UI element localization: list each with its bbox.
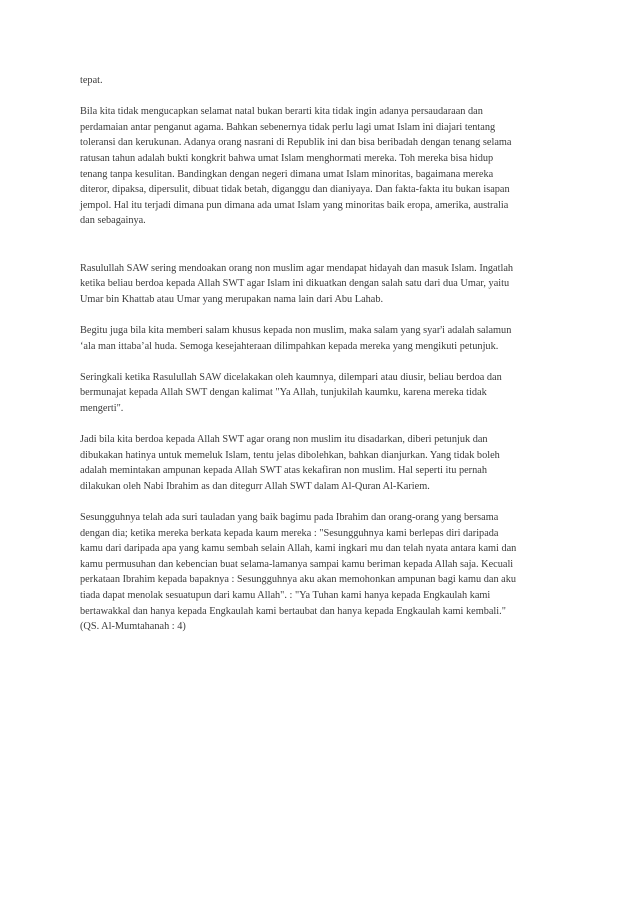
paragraph: tepat. (80, 75, 103, 86)
paragraph: Bila kita tidak mengucapkan selamat natal bukan berarti kita tidak ingin adanya persaudaraan dan perdamaian antar penganut agama. Bahkan sebenernya tidak perlu lagi umat Islam ini diajari tentang toleransi dan kerukunan. Adanya orang nasrani di Republik ini dan bisa beribadah dengan tenang selama ratusan tahun adalah bukti kongkrit bahwa umat Islam menghormati mereka. Toh mereka bisa hidup tenang tanpa kesulitan. Bandingkan dengan negeri dimana umat Islam minoritas, bagaimana mereka diteror, dipaksa, dipersulit, dibuat tidak betah, diganggu dan dianiyaya. Dan fakta-fakta itu bukan isapan jempol. Hal itu terjadi dimana pun dimana ada umat Islam yang minoritas baik eropa, amerika, australia dan sebagainya. (80, 106, 512, 227)
paragraph: Seringkali ketika Rasulullah SAW dicelakakan oleh kaumnya, dilempari atau diusir, beliau berdoa dan bermunajat kepada Allah SWT dengan kalimat "Ya Allah, tunjukilah kaumku, karena mereka tidak mengerti". (80, 371, 502, 414)
paragraph: Jadi bila kita berdoa kepada Allah SWT agar orang non muslim itu disadarkan, diberi petunjuk dan dibukakan hatinya untuk memeluk Islam, tentu jelas dibolehkan, bahkan dianjurkan. Yang tidak boleh adalah memintakan ampunan kepada Allah SWT atas kekafiran non muslim. Hal seperti itu pernah dilakukan oleh Nabi Ibrahim as dan ditegurr Allah SWT dalam Al-Quran Al-Kariem. (80, 434, 500, 492)
paragraph: Rasulullah SAW sering mendoakan orang non muslim agar mendapat hidayah dan masuk Islam. Ingatlah ketika beliau berdoa kepada Allah SWT agar Islam ini dikuatkan dengan salah satu dari dua Umar, yaitu Umar bin Khattab atau Umar yang merupakan nama lain dari Abu Lahab. (80, 262, 514, 305)
paragraph: Begitu juga bila kita memberi salam khusus kepada non muslim, maka salam yang syar'i adalah salamun ‘ala man ittaba’al huda. Semoga kesejahteraan dilimpahkan kepada mereka yang mengikuti petunjuk. (80, 324, 512, 352)
section-gap (80, 245, 558, 261)
document-body (80, 73, 558, 650)
paragraph: Sesungguhnya telah ada suri tauladan yang baik bagimu pada Ibrahim dan orang-orang yang bersama dengan dia; ketika mereka berkata kepada kaum mereka : "Sesungguhnya kami berlepas diri daripada kamu dari daripada apa yang kamu sembah selain Allah, kami ingkari mu dan telah nyata antara kami dan kamu permusuhan dan kebencian buat selama-lamanya sampai kamu beriman kepada Allah saja. Kecuali perkataan Ibrahim kepada bapaknya : Sesungguhnya aku akan memohonkan ampunan bagi kamu dan aku tiada dapat menolak sesuatupun dari kamu Allah". : "Ya Tuhan kami hanya kepada Engkaulah kami bertawakkal dan hanya kepada Engkaulah kami bertaubat dan hanya kepada Engkaulah kami kembali." (QS. Al-Mumtahanah : 4) (80, 512, 517, 633)
